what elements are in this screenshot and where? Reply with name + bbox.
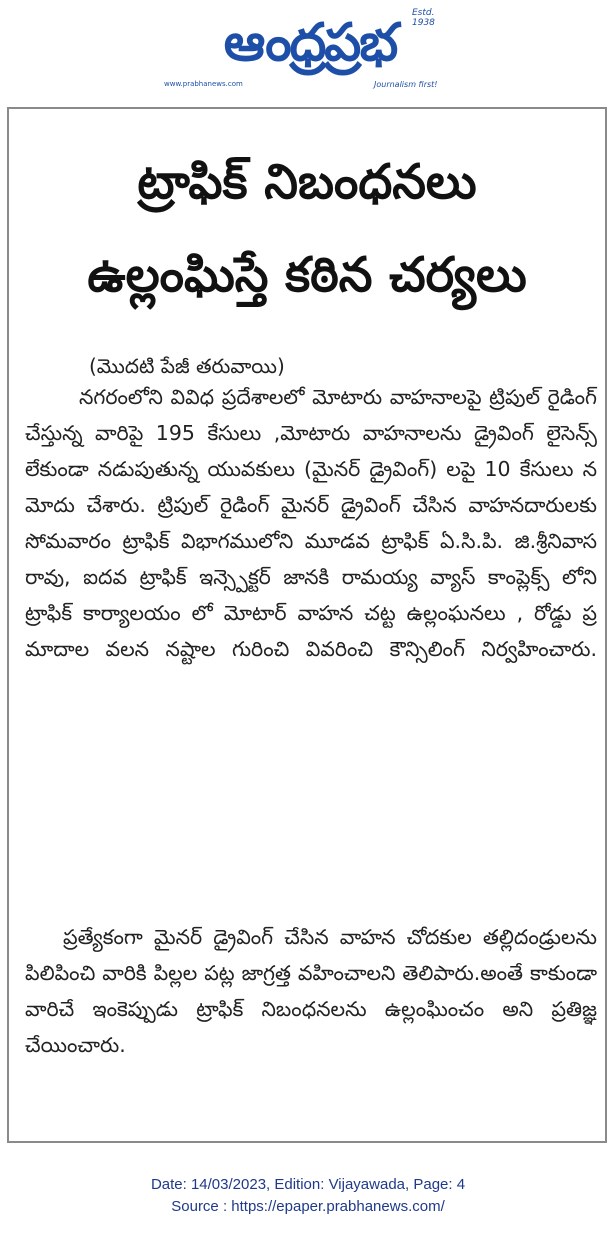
date-edition-line: Date: 14/03/2023, Edition: Vijayawada, Page: 4 — [150, 1176, 466, 1193]
source-line: Source : https://epaper.prabhanews.com/ — [171, 1198, 445, 1215]
continuation-note: (మొదటి పేజీ తరువాయి) — [89, 354, 285, 378]
website-label: www.prabhanews.com — [164, 80, 243, 88]
newspaper-logo — [160, 8, 460, 90]
logo-text: ఆంధ్రప్రభ — [223, 13, 397, 73]
estd-label: Estd. 1938 — [412, 8, 435, 28]
masthead — [0, 0, 616, 100]
article-clipping — [7, 107, 607, 1143]
article-paragraph-2: ప్రత్యేకంగా మైనర్ డ్రైవింగ్ చేసిన వాహన చోదకుల తల్లిదండ్రులను పిలిపించి వారికి పిల్లల పట్ల జాగ్రత్త వహించాలని తెలిపారు.అంతే కాకుండా వారిచే ఇంకెప్పుడు ట్రాఫిక్ నిబంధనలను ఉల్లంఘించం అని ప్రతిజ్ఞ చేయించారు. — [25, 925, 597, 1057]
headline-line-1: ట్రాఫిక్ నిబంధనలు — [137, 154, 477, 210]
tagline: Journalism first! — [374, 80, 438, 89]
article-paragraph-1: నగరంలోని వివిధ ప్రదేశాలలో మోటారు వాహనాలపై ట్రిపుల్ రైడింగ్ చేస్తున్న వారిపై 195 కేసులు ,మోటారు వాహనాలను డ్రైవింగ్ లైసెన్స్ లేకుండా నడుపుతున్న యువకులు (మైనర్ డ్రైవింగ్) లపై 10 కేసులు నమోదు చేశారు. ట్రిపుల్ రైడింగ్ మైనర్ డ్రైవింగ్ చేసిన వాహనదారులకు సోమవారం ట్రాఫిక్ విభాగములోని మూడవ ట్రాఫిక్ ఏ.సి.పి. జి.శ్రీనివాసరావు, ఐదవ ట్రాఫిక్ ఇన్స్పెక్టర్ జానకి రామయ్య వ్యాస్ కాంప్లెక్స్ లోని ట్రాఫిక్ కార్యాలయం లో మోటార్ వాహన చట్ట ఉల్లంఘనలు , రోడ్డు ప్రమాదాల వలన నష్టాల గురించి వివరించి కౌన్సిలింగ్ నిర్వహించారు. — [25, 385, 597, 661]
headline-line-2: ఉల్లంఘిస్తే కఠిన చర్యలు — [87, 247, 527, 303]
